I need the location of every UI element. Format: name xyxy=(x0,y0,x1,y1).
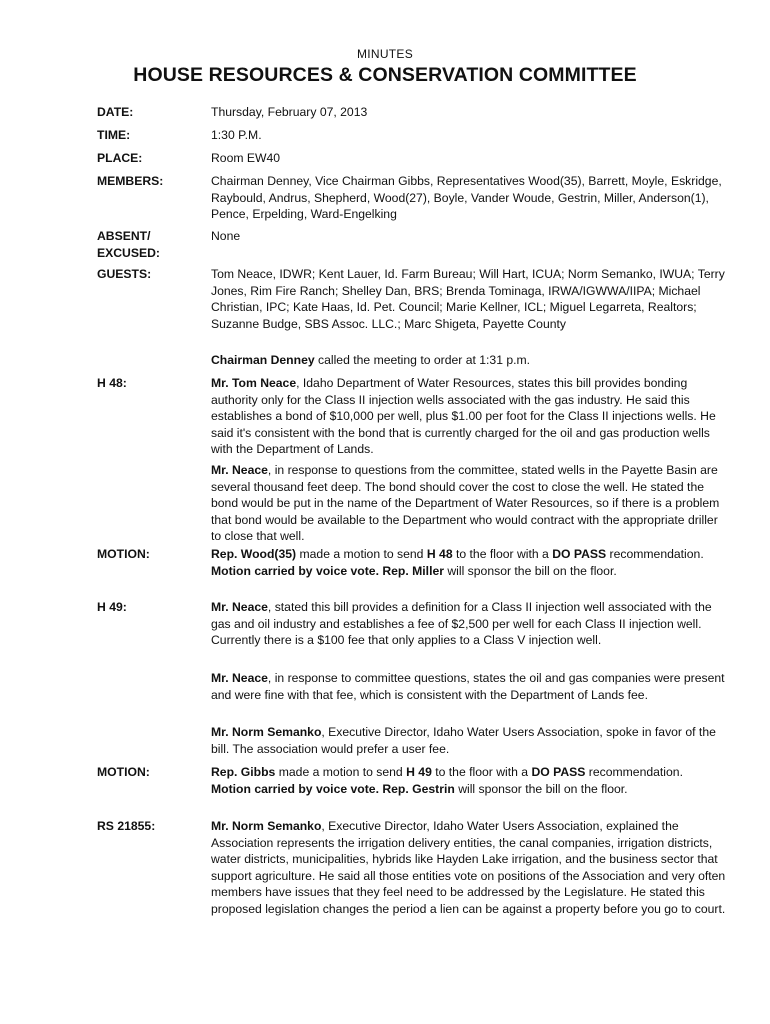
speaker-name: Mr. Neace xyxy=(211,600,268,614)
speaker-name: Mr. Norm Semanko xyxy=(211,725,322,739)
rs21855-paragraph xyxy=(211,818,726,917)
guests-value: Tom Neace, IDWR; Kent Lauer, Id. Farm Bureau; Will Hart, ICUA; Norm Semanko, IWUA; Terry Jones, Rim Fire Ranch; Shelley Dan, BRS; Brenda Tominaga, IRWA/IGWWA/IIPA; Michael Christian, IPC; Kate Haas, Id. Pet. Council; Marie Kellner, ICL; Miguel Legarreta, Realtors; Suzanne Budge, SBS Assoc. LLC.; Marc Shigeta, Payette County xyxy=(211,267,725,331)
motion-label: MOTION: xyxy=(97,547,150,561)
paragraph-body: , Idaho Department of Water Resources, states this bill provides bonding authority only for the Class II injection wells associated with the gas industry. He said this establishes a bond of $10,000 per well, plus $1.00 per foot for the Class II injections wells. He said it's consistent with the bond that is currently charged for the oil and gas production wells with the Department of Lands. xyxy=(211,376,716,456)
time-value: 1:30 P.M. xyxy=(211,128,262,142)
motion-label: MOTION: xyxy=(97,765,150,779)
motion-h48-text xyxy=(211,546,726,579)
motion-carried: Motion carried by voice vote. Rep. Miller xyxy=(211,563,444,578)
motion-text: to the floor with a xyxy=(452,547,553,561)
h48-paragraph-2 xyxy=(211,462,726,545)
paragraph-body: , in response to questions from the committee, stated wells in the Payette Basin are several thousand feet deep. The bond should cover the cost to close the well. He stated the bond would be put in the name of the Department of Water Resources, so if there is a problem that bond would be available to the Department who would contract with the appropriate driller to close that well. xyxy=(211,463,720,543)
absent-label xyxy=(97,228,197,261)
motion-do-pass: DO PASS xyxy=(552,547,607,561)
h49-paragraph-1 xyxy=(211,599,726,649)
motion-h49-text xyxy=(211,764,726,797)
motion-rep: Rep. Wood(35) xyxy=(211,547,297,561)
guests-label: GUESTS: xyxy=(97,267,152,281)
paragraph-body: , in response to committee questions, states the oil and gas companies were present and were fine with that fee, which is consistent with the Department of Lands fee. xyxy=(211,671,725,702)
h49-paragraph-2 xyxy=(211,670,726,703)
h49-label: H 49: xyxy=(97,600,127,614)
motion-bill: H 48 xyxy=(426,547,453,561)
speaker-name: Mr. Tom Neace xyxy=(211,376,297,390)
place-value: Room EW40 xyxy=(211,151,281,165)
paragraph-body: , stated this bill provides a definition for a Class II injection well associated with the gas and oil industry and establishes a fee of $2,500 per well for each Class II injection well. Currently there is a $100 fee that only applies to a Class V injection well. xyxy=(211,600,712,647)
h48-label: H 48: xyxy=(97,376,127,390)
absent-value: None xyxy=(211,229,241,243)
document-supertitle: MINUTES xyxy=(356,47,414,61)
speaker-name: Mr. Neace xyxy=(211,463,268,477)
motion-text: to the floor with a xyxy=(431,765,532,779)
motion-text: made a motion to send xyxy=(275,765,407,779)
committee-title: HOUSE RESOURCES & CONSERVATION COMMITTEE xyxy=(133,64,637,86)
paragraph-body: , Executive Director, Idaho Water Users Association, explained the Association represents the irrigation delivery entities, the canal companies, irrigation districts, water districts, municipalities, hybrids like Hayden Lake irrigation, and the business sector that support agriculture. He said all those entities vote on positions of the Association and very often members have issues that they feel need to be addressed by the Legislature. He stated this proposed legislation changes the period a lien can be against a property before you go to court. xyxy=(211,819,726,916)
motion-text: will sponsor the bill on the floor. xyxy=(443,563,617,578)
date-value: Thursday, February 07, 2013 xyxy=(211,105,368,119)
h48-paragraph-1 xyxy=(211,375,726,458)
speaker-name: Mr. Norm Semanko xyxy=(211,819,322,833)
place-label: PLACE: xyxy=(97,151,143,165)
speaker-name: Mr. Neace xyxy=(211,671,268,685)
members-label: MEMBERS: xyxy=(97,174,164,188)
call-to-order-text xyxy=(211,352,726,369)
motion-text: recommendation. xyxy=(606,547,704,561)
members-value: Chairman Denney, Vice Chairman Gibbs, Representatives Wood(35), Barrett, Moyle, Eskridge, Raybould, Andrus, Shepherd, Wood(27), Boyle, Vander Woude, Gestrin, Miller, Anderson(1), Pence, Erpelding, Ward-Engelking xyxy=(211,174,722,221)
h49-paragraph-3 xyxy=(211,724,726,757)
motion-do-pass: DO PASS xyxy=(531,765,586,779)
absent-label-line-2: EXCUSED: xyxy=(97,245,160,260)
chairman-name: Chairman Denney xyxy=(211,353,315,367)
motion-rep: Rep. Gibbs xyxy=(211,765,276,779)
motion-text: recommendation. xyxy=(585,765,683,779)
call-to-order-body: called the meeting to order at 1:31 p.m. xyxy=(314,353,531,367)
rs21855-label: RS 21855: xyxy=(97,819,156,833)
paragraph-body: , Executive Director, Idaho Water Users Association, spoke in favor of the bill. The association would prefer a user fee. xyxy=(211,725,716,756)
time-label: TIME: xyxy=(97,128,131,142)
motion-carried: Motion carried by voice vote. Rep. Gestrin xyxy=(211,781,455,796)
motion-text: made a motion to send xyxy=(296,547,427,561)
date-label: DATE: xyxy=(97,105,134,119)
motion-bill: H 49 xyxy=(406,765,432,779)
motion-text: will sponsor the bill on the floor. xyxy=(454,781,628,796)
absent-label-line-1: ABSENT/ xyxy=(97,229,151,243)
